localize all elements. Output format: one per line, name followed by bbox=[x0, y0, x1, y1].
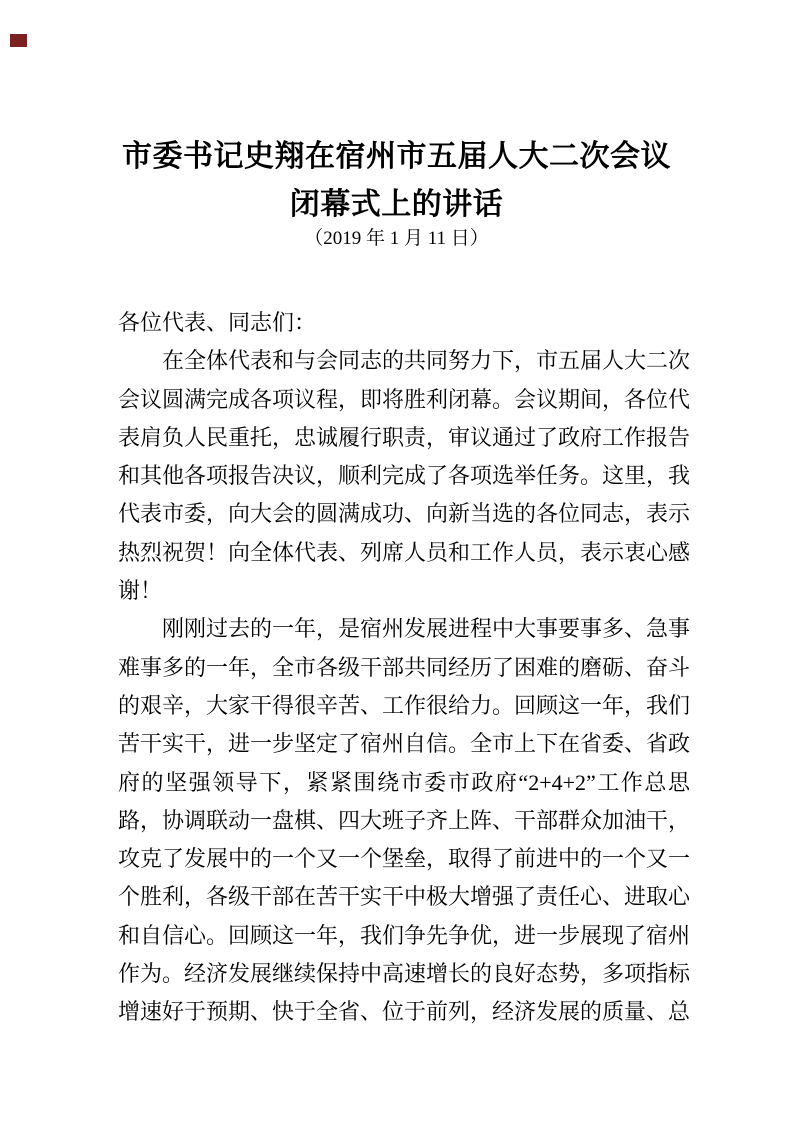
body-text-line: 难事多的一年，全市各级干部共同经历了困难的磨砺、奋斗 bbox=[118, 654, 690, 680]
body-text-line: 热烈祝贺！向全体代表、列席人员和工作人员，表示衷心感 bbox=[118, 539, 690, 565]
body-text-line: 增速好于预期、快于全省、位于前列，经济发展的质量、总 bbox=[118, 999, 690, 1025]
document-date: （2019 年 1 月 11 日） bbox=[304, 228, 489, 249]
body-text-line: 刚刚过去的一年，是宿州发展进程中大事要事多、急事 bbox=[162, 616, 690, 642]
body-text-line: 个胜利，各级干部在苦干实干中极大增强了责任心、进取心 bbox=[118, 884, 690, 910]
title-line-2: 闭幕式上的讲话 bbox=[289, 188, 504, 221]
body-text-line: 和自信心。回顾这一年，我们争先争优，进一步展现了宿州 bbox=[118, 922, 690, 948]
body-text-line: 在全体代表和与会同志的共同努力下，市五届人大二次 bbox=[162, 348, 690, 374]
body-text-line: 作为。经济发展继续保持中高速增长的良好态势，多项指标 bbox=[118, 961, 690, 987]
title-line-1: 市委书记史翔在宿州市五届人大二次会议 bbox=[122, 140, 671, 173]
page-corner-mark bbox=[10, 34, 27, 47]
body-text-line: 路，协调联动一盘棋、四大班子齐上阵、干部群众加油干， bbox=[118, 807, 690, 833]
body-text-line: 攻克了发展中的一个又一个堡垒，取得了前进中的一个又一 bbox=[118, 846, 690, 872]
body-text-line: 表肩负人民重托，忠诚履行职责，审议通过了政府工作报告 bbox=[118, 424, 690, 450]
body-text-line: 苦干实干，进一步坚定了宿州自信。全市上下在省委、省政 bbox=[118, 731, 690, 757]
body-text-line: 谢！ bbox=[118, 578, 163, 604]
document-title bbox=[0, 133, 793, 229]
body-text-line: 的艰辛，大家干得很辛苦、工作很给力。回顾这一年，我们 bbox=[118, 692, 690, 718]
body-text-line: 和其他各项报告决议，顺利完成了各项选举任务。这里，我 bbox=[118, 463, 690, 489]
document-body bbox=[118, 304, 690, 1032]
body-text-line: 会议圆满完成各项议程，即将胜利闭幕。会议期间，各位代 bbox=[118, 386, 690, 412]
body-text-line: 代表市委，向大会的圆满成功、向新当选的各位同志，表示 bbox=[118, 501, 690, 527]
body-text-line: 府的坚强领导下，紧紧围绕市委市政府“2+4+2”工作总思 bbox=[118, 769, 690, 795]
body-text-line: 各位代表、同志们： bbox=[118, 310, 317, 335]
